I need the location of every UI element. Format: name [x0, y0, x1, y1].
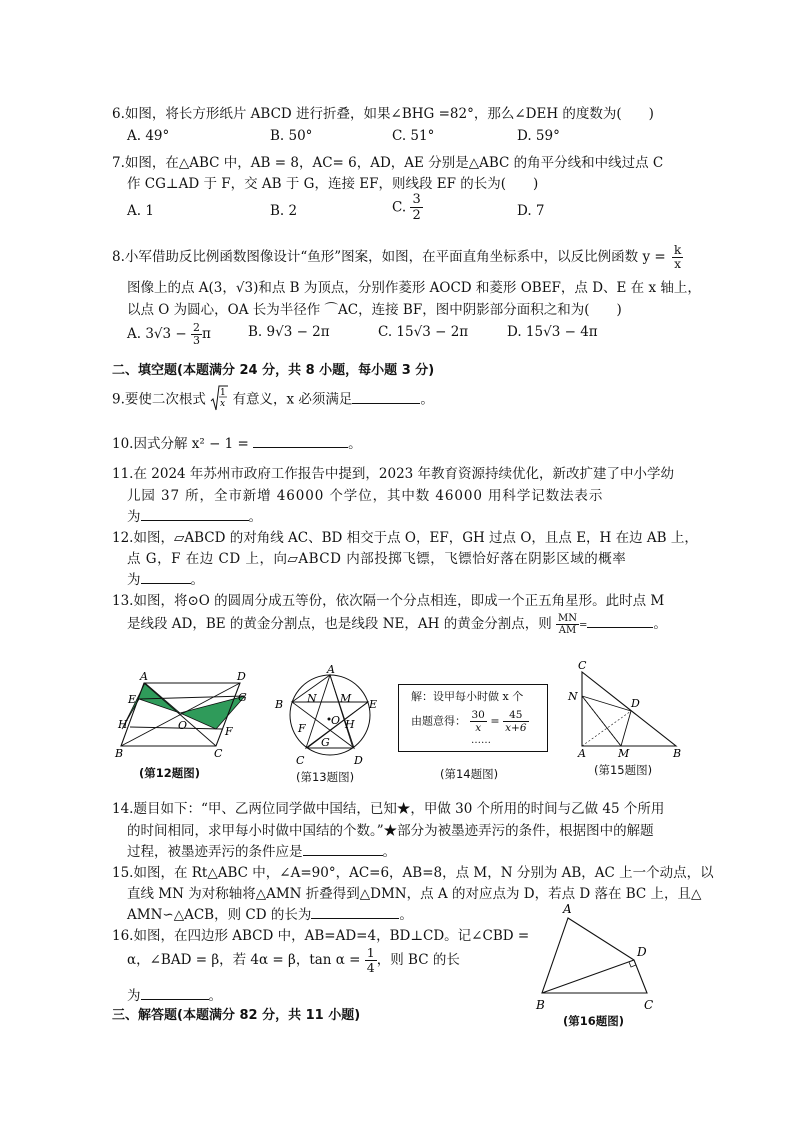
q11-stem-line1: 11.在 2024 年苏州市政府工作报告中提到，2023 年教育资源持续优化，新改扩建了中小学幼: [112, 466, 675, 482]
q16-stem-line3: 为 。: [127, 988, 222, 1004]
svg-text:A: A: [563, 902, 572, 916]
q12-stem-line1: 12.如图，▱ABCD 的对角线 AC、BD 相交于点 O，EF，GH 过点 O，且点 E，H 在边 AB 上，: [112, 530, 698, 546]
figure-12-parallelogram: [110, 668, 255, 763]
svg-text:B: B: [115, 747, 124, 760]
q14-stem-line1: 14.题目如下：“甲、乙两位同学做中国结，已知★，甲做 30 个所用的时间与乙做 45 个所用: [112, 801, 665, 817]
figure-14-solution-box: [398, 684, 548, 752]
svg-text:M: M: [618, 747, 630, 760]
svg-text:O: O: [331, 714, 341, 727]
svg-text:C: C: [644, 998, 654, 1012]
q6-option-a: A. 49°: [127, 128, 170, 144]
q6-option-b: B. 50°: [270, 128, 313, 144]
q8-stem-line2: 图像上的点 A(3，√3)和点 B 为顶点，分别作菱形 AOCD 和菱形 OBEF，点 D、E 在 x 轴上，: [127, 280, 701, 296]
radical-sign-icon: [210, 384, 228, 412]
svg-text:F: F: [298, 722, 306, 735]
svg-text:O: O: [178, 719, 188, 732]
q6-option-c: C. 51°: [392, 128, 435, 144]
figure-14-line1: 解：设甲每小时做 x 个: [411, 690, 524, 703]
svg-text:B: B: [673, 747, 682, 760]
svg-text:E: E: [128, 693, 137, 706]
figure-13-caption: (第13题图): [296, 770, 355, 784]
q7-option-d: D. 7: [517, 203, 545, 219]
figure-15-caption: (第15题图): [594, 763, 653, 777]
svg-text:G: G: [238, 691, 247, 704]
svg-text:N: N: [307, 692, 317, 705]
svg-text:A: A: [578, 747, 586, 760]
svg-text:1: 1: [220, 388, 226, 398]
q7-option-c-numerator: 3: [412, 192, 421, 207]
svg-text:M: M: [340, 692, 352, 705]
q8-option-a: A. 3√3 − $\frac{2}{3}$ π: [127, 321, 211, 347]
svg-text:H: H: [118, 718, 128, 731]
figure-14-caption: (第14题图): [440, 767, 499, 781]
q11-stem-line3: 为 。: [127, 509, 262, 525]
svg-text:D: D: [237, 670, 246, 683]
svg-text:G: G: [321, 736, 330, 749]
q8-option-d: D. 15√3 − 4π: [507, 324, 598, 340]
svg-text:D: D: [637, 945, 647, 959]
q12-stem-line3: 为 。: [127, 572, 204, 588]
svg-text:N: N: [568, 690, 578, 703]
svg-text:C: C: [296, 754, 305, 767]
svg-text:F: F: [225, 725, 233, 738]
svg-text:B: B: [275, 698, 284, 711]
figure-14-equation: 由题意得： $\frac{30}{x}$ = $\frac{45}{x+6}$: [411, 709, 527, 734]
q16-stem-line2: α，∠BAD = β，若 4α = β，tan α = $\frac{1}{4}$ ，则 BC 的长: [127, 945, 460, 975]
q15-stem-line3: AMN∽△ACB，则 CD 的长为 。: [127, 907, 413, 923]
q7-stem-line2: 作 CG⊥AD 于 F，交 AB 于 G，连接 EF，则线段 EF 的长为( ): [127, 176, 539, 192]
section-2-heading: 二、填空题(本题满分 24 分，共 8 小题，每小题 3 分): [112, 363, 435, 378]
svg-text:A: A: [327, 663, 335, 676]
svg-text:A: A: [140, 670, 148, 683]
q12-stem-line2: 点 G，F 在边 CD 上，向▱ABCD 内部投掷飞镖，飞镖恰好落在阴影区域的概率: [127, 551, 627, 567]
svg-text:D: D: [354, 754, 363, 767]
q13-stem-line1: 13.如图，将⊙O 的圆周分成五等份，依次隔一个分点相连，即成一个正五角星形。此时点 M: [112, 593, 665, 609]
q10-stem: 10.因式分解 x² − 1 = 。: [112, 436, 362, 452]
q14-stem-line2: 的时间相同，求甲每小时做中国结的个数。”★部分为被墨迹弄污的条件，根据图中的解题: [127, 823, 654, 839]
q16-stem-line1: 16.如图，在四边形 ABCD 中，AB=AD=4，BD⊥CD。记∠CBD =: [112, 928, 530, 944]
q7-option-c: C. $\frac{3}{2}$: [392, 192, 421, 223]
q8-option-c: C. 15√3 − 2π: [378, 324, 469, 340]
q7-stem-line1: 7.如图，在△ABC 中，AB = 8，AC= 6，AD，AE 分别是△ABC 的角平分线和中线过点 C: [112, 155, 664, 171]
q7-option-a: A. 1: [127, 203, 154, 219]
q6-option-d: D. 59°: [517, 128, 560, 144]
q7-option-c-denominator: 2: [412, 208, 421, 223]
figure-15-triangle: [564, 658, 689, 760]
q8-stem-line3: 以点 O 为圆心，OA 长为半径作 ⌒AC，连接 BF，图中阴影部分面积之和为( ): [127, 302, 622, 318]
q11-stem-line2: 儿园 37 所，全市新增 46000 个学位，其中数 46000 用科学记数法表示: [127, 488, 604, 504]
svg-text:C: C: [214, 747, 223, 760]
figure-16-caption: (第16题图): [563, 1014, 625, 1028]
q7-option-b: B. 2: [270, 203, 298, 219]
svg-text:x: x: [220, 399, 226, 409]
q8-option-b: B. 9√3 − 2π: [248, 324, 330, 340]
svg-text:D: D: [631, 697, 640, 710]
figure-14-dots: ……: [471, 735, 491, 746]
q8-stem-line1: 8.小军借助反比例函数图像设计“鱼形”图案，如图，在平面直角坐标系中，以反比例函数 y = $\frac{k}{x}$: [112, 243, 682, 271]
q6-stem: 6.如图，将长方形纸片 ABCD 进行折叠，如果∠BHG =82°，那么∠DEH 的度数为( ): [112, 106, 654, 122]
q15-stem-line1: 15.如图，在 Rt△ABC 中，∠A=90°，AC=6，AB=8，点 M，N 分别为 AB，AC 上一个动点，以: [112, 865, 714, 881]
figure-13-pentagram: [272, 662, 382, 767]
q13-stem-line2: 是线段 AD，BE 的黄金分割点，也是线段 NE，AH 的黄金分割点，则 $\frac{MN}{AM}$ = 。: [127, 613, 667, 636]
q9-stem: 9.要使二次根式 1 x 有意义，x 必须满足 。: [112, 384, 434, 416]
svg-text:E: E: [369, 698, 378, 711]
svg-text:H: H: [345, 718, 355, 731]
q15-stem-line2: 直线 MN 为对称轴将△AMN 折叠得到△DMN，点 A 的对应点为 D，若点 D 落在 BC 上，且△: [127, 886, 702, 902]
svg-text:C: C: [578, 659, 587, 672]
figure-12-caption: (第12题图): [139, 766, 201, 780]
figure-16-quadrilateral: [530, 898, 670, 1016]
svg-text:B: B: [536, 998, 545, 1012]
section-3-heading: 三、解答题(本题满分 82 分，共 11 小题): [112, 1008, 361, 1023]
q14-stem-line3: 过程，被墨迹弄污的条件应是 。: [127, 844, 396, 860]
